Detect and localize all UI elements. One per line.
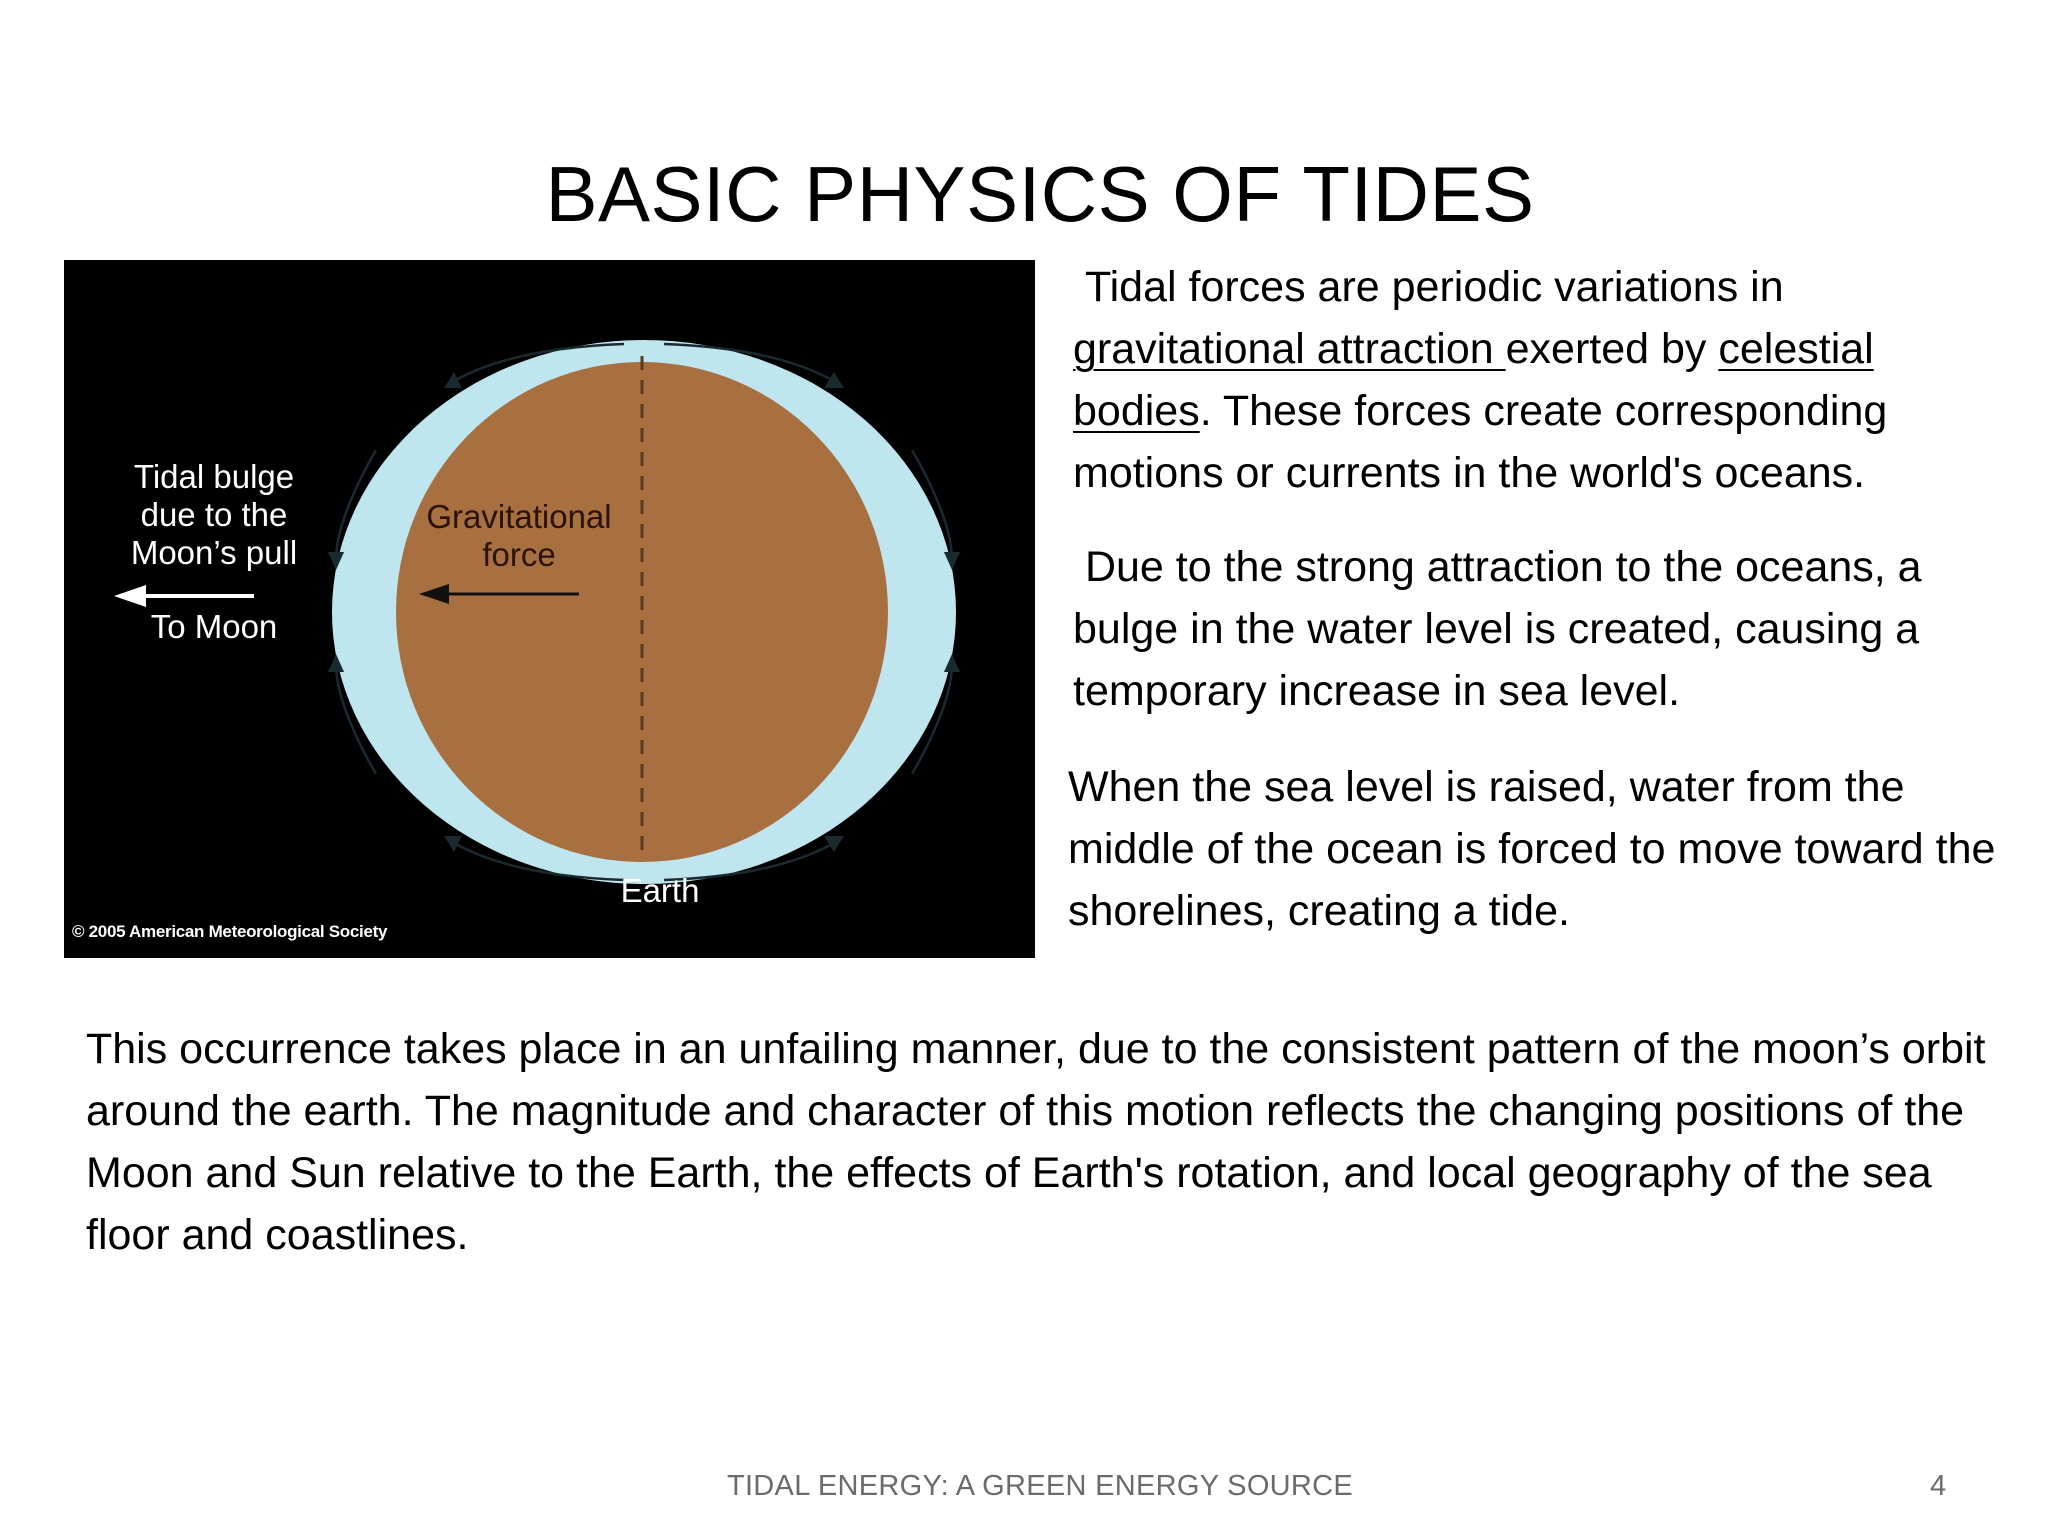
para2-text: Due to the strong attraction to the oceans, a bulge in the water level is created, causing a temporary increase in sea level. <box>1073 543 1922 715</box>
earth-label: Earth <box>620 872 700 909</box>
page-number: 4 <box>1930 1470 1947 1502</box>
para1-mid: exerted by <box>1505 325 1719 373</box>
para1-tail: . These forces create corresponding motions or currents in the world's oceans. <box>1073 387 1888 497</box>
figure-copyright: © 2005 American Meteorological Society <box>72 922 388 941</box>
gravity-label: Gravitational force <box>426 498 612 573</box>
paragraph-bulge <box>1073 536 2003 722</box>
slide-footer: TIDAL ENERGY: A GREEN ENERGY SOURCE <box>726 1470 1354 1502</box>
tidal-bulge-diagram <box>64 260 1035 958</box>
gravitational-attraction-link[interactable]: gravitational attraction <box>1073 325 1506 373</box>
to-moon-label: To Moon <box>150 608 278 645</box>
bulge-label: Tidal bulge due to the Moon’s pull <box>130 458 298 571</box>
celestial-bodies-link[interactable]: celestial bodies <box>1073 325 1874 435</box>
para1-lead: Tidal forces are periodic variations in <box>1084 263 1784 311</box>
paragraph-tidal-forces <box>1073 256 2003 504</box>
paragraph-sea-level: When the sea level is raised, water from the middle of the ocean is forced to move toward the shorelines, creating a tide. <box>1068 763 1996 935</box>
slide-title: BASIC PHYSICS OF TIDES <box>545 150 1535 238</box>
to-moon-arrow-head <box>114 585 146 607</box>
paragraph-occurrence: This occurrence takes place in an unfailing manner, due to the consistent pattern of the moon’s orbit around the earth. The magnitude and character of this motion reflects the changing positions of the Moon and Sun relative to the Earth, the effects of Earth's rotation, and local geography of the sea floor and coastlines. <box>86 1025 1986 1259</box>
